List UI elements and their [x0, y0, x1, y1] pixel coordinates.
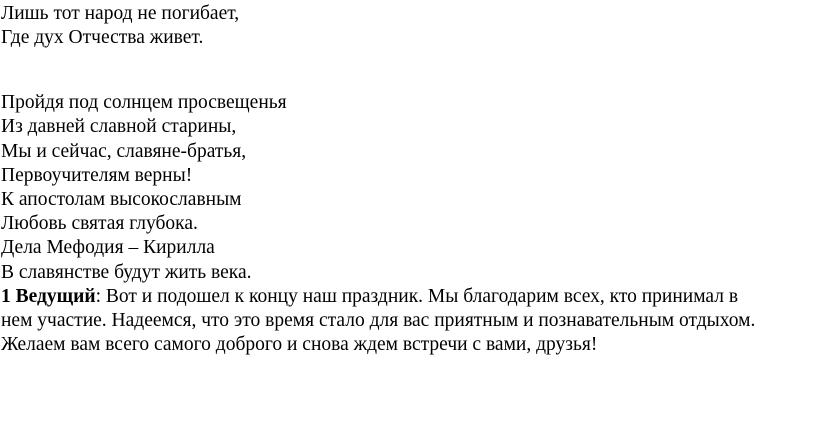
poem-line: Любовь святая глубока.	[1, 213, 198, 234]
poem-line: Первоучителям верны!	[1, 165, 193, 186]
poem-line: Мы и сейчас, славяне-братья,	[1, 141, 247, 162]
speaker-colon: :	[95, 286, 101, 307]
speech-line-2: нем участие. Надеемся, что это время стало для вас приятным и познавательным отдыхом.	[1, 310, 756, 331]
poem-line: Дела Мефодия – Кирилла	[1, 237, 215, 258]
speaker-label: 1 Ведущий	[1, 286, 96, 307]
poem-line: В славянстве будут жить века.	[1, 262, 252, 283]
speech-text: Вот и подошел к концу наш праздник. Мы благодарим всех, кто принимал в	[101, 286, 739, 307]
poem-line: К апостолам высокославным	[1, 189, 242, 210]
speech-line-3: Желаем вам всего самого доброго и снова ждем встречи с вами, друзья!	[1, 334, 598, 355]
poem-line: Пройдя под солнцем просвещенья	[1, 92, 287, 113]
speech-line-1	[1, 285, 738, 309]
poem-line: Где дух Отчества живет.	[1, 27, 204, 48]
poem-line: Лишь тот народ не погибает,	[1, 3, 240, 24]
poem-line: Из давней славной старины,	[1, 116, 237, 137]
